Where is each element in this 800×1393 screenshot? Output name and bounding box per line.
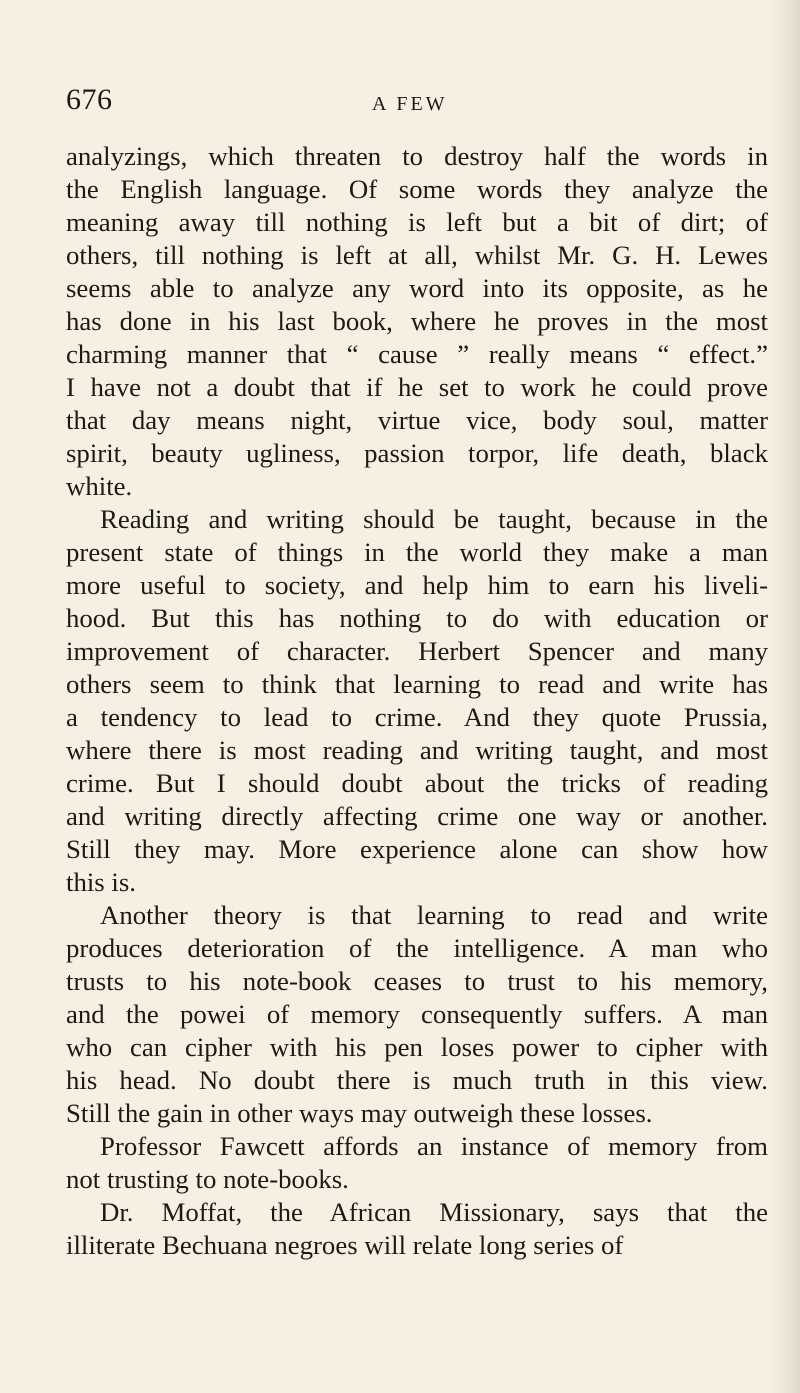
text-line: Still they may. More experience alone can show how <box>66 834 768 864</box>
text-line: has done in his last book, where he proves in the most <box>66 306 768 336</box>
running-head <box>66 84 766 124</box>
text-line: improvement of character. Herbert Spencer and many <box>66 636 768 666</box>
text-line: where there is most reading and writing taught, and most <box>66 735 768 765</box>
running-title: A FEW <box>372 93 448 115</box>
paragraph <box>66 899 768 1130</box>
text-line: I have not a doubt that if he set to work he could prove <box>66 372 768 402</box>
text-line: that day means night, virtue vice, body soul, matter <box>66 405 768 435</box>
text-line: white. <box>66 471 133 501</box>
text-line: meaning away till nothing is left but a bit of dirt; of <box>66 207 768 237</box>
text-line: Still the gain in other ways may outweigh these losses. <box>66 1098 653 1128</box>
text-line: who can cipher with his pen loses power to cipher with <box>66 1032 768 1062</box>
text-line: others seem to think that learning to read and write has <box>66 669 768 699</box>
text-line: and the powei of memory consequently suffers. A man <box>66 999 768 1029</box>
paragraph <box>66 1196 768 1262</box>
text-line: others, till nothing is left at all, whilst Mr. G. H. Lewes <box>66 240 768 270</box>
text-line: Professor Fawcett affords an instance of memory from <box>100 1131 768 1161</box>
paragraph <box>66 1130 768 1196</box>
text-line: spirit, beauty ugliness, passion torpor, life death, black <box>66 438 768 468</box>
text-line: his head. No doubt there is much truth in this view. <box>66 1065 768 1095</box>
text-line: the English language. Of some words they analyze the <box>66 174 768 204</box>
paragraph <box>66 503 768 899</box>
text-line: produces deterioration of the intelligence. A man who <box>66 933 768 963</box>
text-line: charming manner that “ cause ” really means “ effect.” <box>66 339 768 369</box>
text-line: and writing directly affecting crime one way or another. <box>66 801 768 831</box>
text-line: a tendency to lead to crime. And they quote Prussia, <box>66 702 768 732</box>
page-number: 676 <box>66 83 113 116</box>
text-line: illiterate Bechuana negroes will relate long series of <box>66 1230 624 1260</box>
text-line: Dr. Moffat, the African Missionary, says that the <box>100 1197 768 1227</box>
body-text <box>66 140 768 1262</box>
text-line: hood. But this has nothing to do with education or <box>66 603 768 633</box>
text-line: analyzings, which threaten to destroy half the words in <box>66 141 768 171</box>
text-line: trusts to his note-book ceases to trust to his memory, <box>66 966 768 996</box>
paragraph <box>66 140 768 503</box>
text-line: more useful to society, and help him to earn his liveli- <box>66 570 768 600</box>
text-line: seems able to analyze any word into its opposite, as he <box>66 273 768 303</box>
text-line: crime. But I should doubt about the tricks of reading <box>66 768 768 798</box>
text-line: Reading and writing should be taught, because in the <box>100 504 768 534</box>
text-line: present state of things in the world they make a man <box>66 537 768 567</box>
text-line: Another theory is that learning to read and write <box>100 900 768 930</box>
text-line: this is. <box>66 867 136 897</box>
text-line: not trusting to note-books. <box>66 1164 349 1194</box>
